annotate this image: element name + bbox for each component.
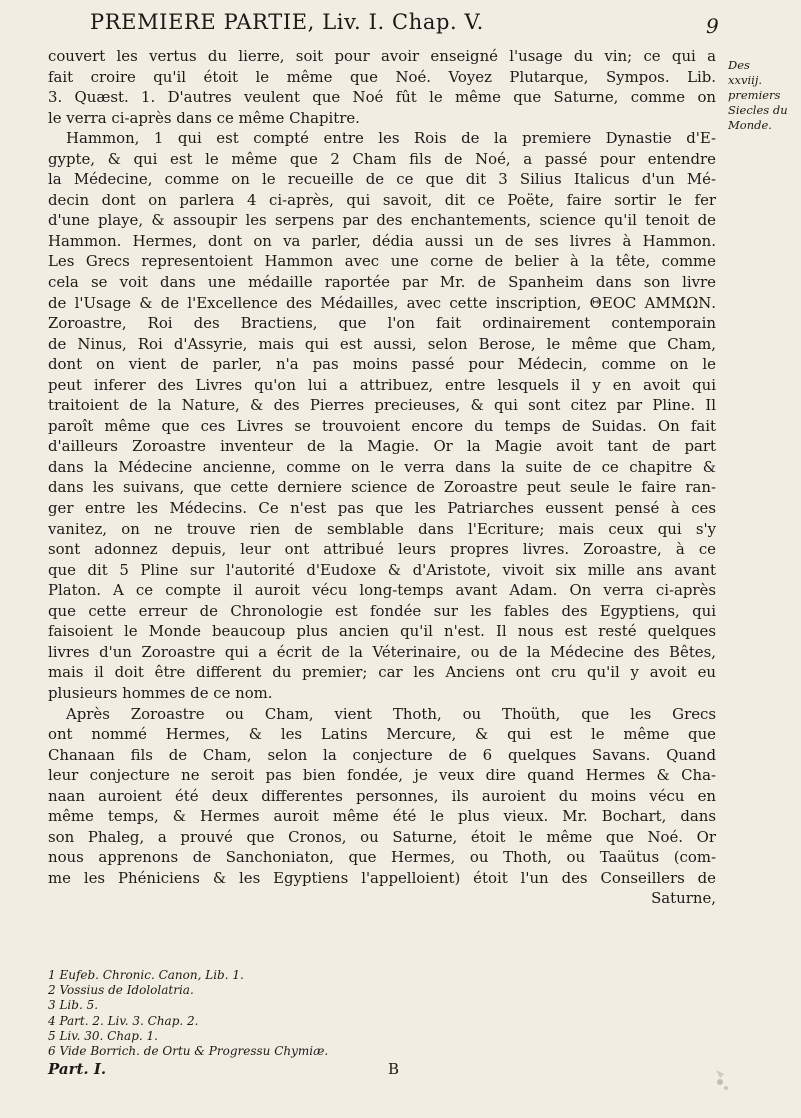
margin-note-line: xxviij.	[728, 73, 763, 87]
text-line: nous apprenons de Sanchoniaton, que Hermes, ou Thoth, ou Taaütus (com-	[48, 848, 716, 867]
footnote: 4 Part. 2. Liv. 3. Chap. 2.	[48, 1013, 199, 1028]
footnote: 6 Vide Borrich. de Ortu & Progressu Chymiæ.	[48, 1044, 329, 1059]
text-line: que dit 5 Pline sur l'autorité d'Eudoxe & d'Aristote, vivoit six mille ans avant	[48, 560, 716, 579]
text-line: faisoient le Monde beaucoup plus ancien qu'il n'est. Il nous est resté quelques	[48, 622, 716, 641]
text-line: que cette erreur de Chronologie est fondée sur les fables des Egyptiens, qui	[48, 601, 716, 620]
text-line: Platon. A ce compte il auroit vécu long-temps avant Adam. On verra ci-après	[48, 581, 716, 600]
text-line: Chanaan fils de Cham, selon la conjecture de 6 quelques Savans. Quand	[48, 745, 716, 764]
text-line: fait croire qu'il étoit le même que Noé. Voyez Plutarque, Sympos. Lib.	[48, 67, 716, 86]
margin-note-line: premiers	[728, 88, 781, 102]
footnote: 5 Liv. 30. Chap. 1.	[48, 1028, 158, 1043]
text-line: cela se voit dans une médaille raportée par Mr. de Spanheim dans son livre	[48, 273, 716, 292]
page-number: 9	[706, 14, 719, 38]
text-line: de l'Usage & de l'Excellence des Médailles, avec cette inscription, ΘΕΟC ΑΜΜΩΝ.	[48, 293, 716, 312]
text-line: ont nommé Hermes, & les Latins Mercure, & qui est le même que	[48, 725, 716, 744]
text-line: vanitez, on ne trouve rien de semblable dans l'Ecriture; mais ceux qui s'y	[48, 519, 716, 538]
text-line: même temps, & Hermes auroit même été le plus vieux. Mr. Bochart, dans	[48, 807, 716, 826]
text-line: Zoroastre, Roi des Bractiens, que l'on fait ordinairement contemporain	[48, 314, 716, 333]
text-line: mais il doit être different du premier; car les Anciens ont cru qu'il y avoit eu	[48, 663, 716, 682]
text-line: le verra ci-après dans ce même Chapitre.	[48, 108, 360, 127]
margin-note-line: Des	[728, 58, 750, 72]
footnote: 1 Eufeb. Chronic. Canon, Lib. 1.	[48, 968, 244, 982]
running-header: PREMIERE PARTIE, Liv. I. Chap. V.	[90, 10, 484, 34]
text-line: gypte, & qui est le même que 2 Cham fils de Noé, a passé pour entendre	[48, 149, 716, 168]
text-line: dans les suivans, que cette derniere science de Zoroastre peut seule le faire ran-	[48, 478, 716, 497]
text-line: leur conjecture ne seroit pas bien fondée, je veux dire quand Hermes & Cha-	[48, 766, 716, 785]
text-line: Hammon. Hermes, dont on va parler, dédia aussi un de ses livres à Hammon.	[48, 231, 716, 250]
text-line: traitoient de la Nature, & des Pierres precieuses, & qui sont citez par Pline. Il	[48, 396, 716, 415]
ink-smudge-icon	[690, 1060, 750, 1100]
text-line: la Médecine, comme on le recueille de ce que dit 3 Silius Italicus d'un Mé-	[48, 170, 716, 189]
margin-note-line: Monde.	[728, 118, 772, 132]
signature-mark: B	[388, 1060, 400, 1078]
catchword: Saturne,	[651, 889, 716, 908]
footnote: 3 Lib. 5.	[48, 998, 99, 1013]
text-line: plusieurs hommes de ce nom.	[48, 683, 273, 702]
part-label: Part. I.	[48, 1060, 107, 1078]
text-line: sont adonnez depuis, leur ont attribué leurs propres livres. Zoroastre, à ce	[48, 540, 716, 559]
text-line: decin dont on parlera 4 ci-après, qui savoit, dit ce Poëte, faire sortir le fer	[48, 190, 716, 209]
text-line: couvert les vertus du lierre, soit pour avoir enseigné l'usage du vin; ce qui a	[48, 47, 716, 65]
text-line: Hammon, 1 qui est compté entre les Rois de la premiere Dynastie d'E-	[66, 129, 716, 148]
text-line: paroît même que ces Livres se trouvoient encore du temps de Suidas. On fait	[48, 416, 716, 435]
text-line: naan auroient été deux differentes personnes, ils auroient du moins vécu en	[48, 786, 716, 805]
footnotes	[48, 968, 668, 1059]
text-line: peut inferer des Livres qu'on lui a attribuez, entre lesquels il y en avoit qui	[48, 375, 716, 394]
footnote: 2 Vossius de Idololatria.	[48, 983, 194, 998]
body-text	[48, 46, 716, 909]
text-line: Après Zoroastre ou Cham, vient Thoth, ou Thoüth, que les Grecs	[66, 704, 716, 723]
text-line: dans la Médecine ancienne, comme on le verra dans la suite de ce chapitre &	[48, 457, 716, 476]
text-line: me les Phéniciens & les Egyptiens l'appelloient) étoit l'un des Conseillers de	[48, 868, 716, 887]
text-line: d'ailleurs Zoroastre inventeur de la Magie. Or la Magie avoit tant de part	[48, 437, 716, 456]
text-line: 3. Quæst. 1. D'autres veulent que Noé fût le même que Saturne, comme on	[48, 88, 716, 107]
text-line: de Ninus, Roi d'Assyrie, mais qui est aussi, selon Berose, le même que Cham,	[48, 334, 716, 353]
text-line: d'une playe, & assoupir les serpens par des enchantements, science qu'il tenoit de	[48, 211, 716, 230]
margin-note	[728, 58, 794, 133]
text-line: ger entre les Médecins. Ce n'est pas que les Patriarches eussent pensé à ces	[48, 499, 716, 518]
text-line: son Phaleg, a prouvé que Cronos, ou Saturne, étoit le même que Noé. Or	[48, 827, 716, 846]
text-line: Les Grecs representoient Hammon avec une corne de belier à la tête, comme	[48, 252, 716, 271]
text-line: livres d'un Zoroastre qui a écrit de la Véterinaire, ou de la Médecine des Bêtes,	[48, 642, 716, 661]
page-footer	[48, 1060, 648, 1082]
margin-note-line: Siecles du	[728, 103, 788, 117]
text-line: dont on vient de parler, n'a pas moins passé pour Médecin, comme on le	[48, 355, 716, 374]
